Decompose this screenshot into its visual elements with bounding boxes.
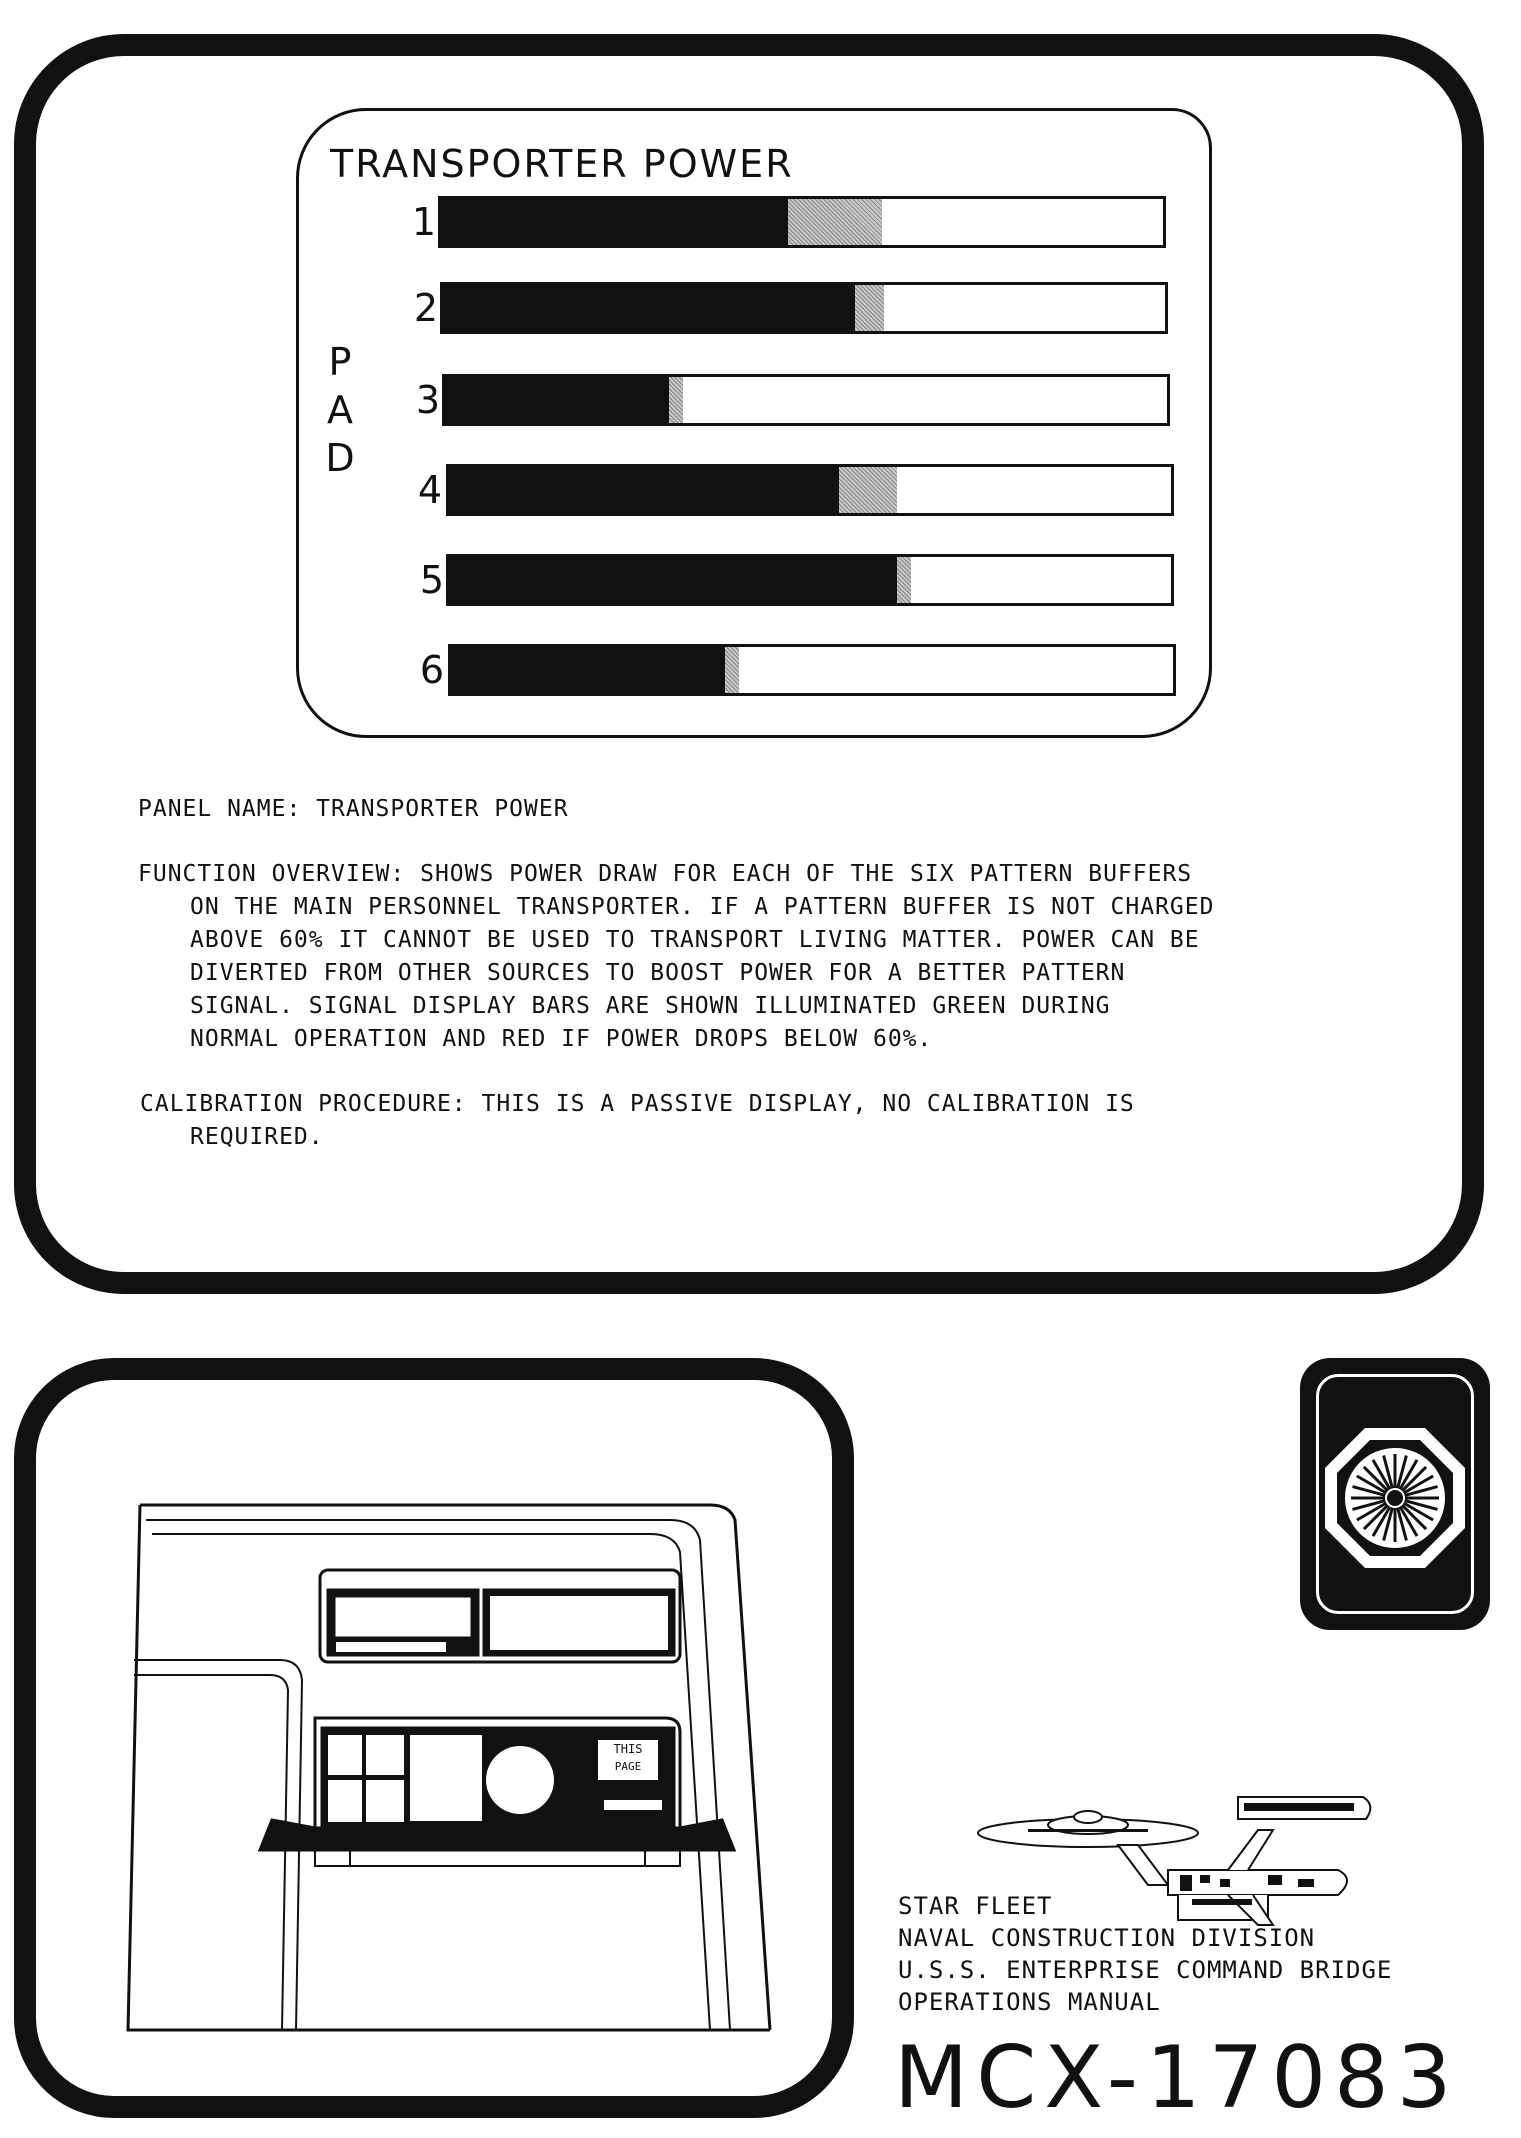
- this-page-label-1: THIS: [613, 1742, 643, 1756]
- pad-number-5: 5: [419, 558, 444, 602]
- power-fill-pad-4: [449, 467, 839, 513]
- calibration-line-2: REQUIRED.: [190, 1124, 324, 1150]
- pad-number-2: 2: [413, 286, 438, 330]
- function-overview-line-6: NORMAL OPERATION AND RED IF POWER DROPS BELOW 60%.: [190, 1026, 933, 1052]
- power-shade-pad-3: [669, 377, 683, 423]
- function-overview-line-2: ON THE MAIN PERSONNEL TRANSPORTER. IF A PATTERN BUFFER IS NOT CHARGED: [190, 894, 1215, 920]
- power-fill-pad-5: [449, 557, 897, 603]
- function-overview-line-5: SIGNAL. SIGNAL DISPLAY BARS ARE SHOWN ILLUMINATED GREEN DURING: [190, 993, 1111, 1019]
- pad-number-3: 3: [415, 378, 440, 422]
- function-overview-line-3: ABOVE 60% IT CANNOT BE USED TO TRANSPORT LIVING MATTER. POWER CAN BE: [190, 927, 1200, 953]
- footer-line-division: NAVAL CONSTRUCTION DIVISION: [898, 1924, 1316, 1952]
- calibration-line-1: CALIBRATION PROCEDURE: THIS IS A PASSIVE DISPLAY, NO CALIBRATION IS: [140, 1091, 1135, 1117]
- power-shade-pad-6: [725, 647, 739, 693]
- footer-line-manual: OPERATIONS MANUAL: [898, 1988, 1161, 2016]
- pad-letter-p: P: [328, 340, 352, 384]
- power-fill-pad-6: [451, 647, 725, 693]
- power-shade-pad-2: [855, 285, 884, 331]
- power-bar-pad-2: [440, 282, 1168, 334]
- function-overview-line-1: FUNCTION OVERVIEW: SHOWS POWER DRAW FOR EACH OF THE SIX PATTERN BUFFERS: [138, 861, 1193, 887]
- pad-number-1: 1: [411, 200, 436, 244]
- document-code: MCX-17083: [894, 2028, 1460, 2128]
- power-bar-pad-3: [442, 374, 1170, 426]
- pad-number-4: 4: [417, 468, 442, 512]
- footer-line-enterprise: U.S.S. ENTERPRISE COMMAND BRIDGE: [898, 1956, 1393, 1984]
- power-shade-pad-4: [839, 467, 897, 513]
- power-bar-pad-6: [448, 644, 1176, 696]
- power-bar-pad-4: [446, 464, 1174, 516]
- footer-line-star-fleet: STAR FLEET: [898, 1892, 1053, 1920]
- power-bar-pad-1: [438, 196, 1166, 248]
- power-fill-pad-1: [441, 199, 788, 245]
- starfleet-octagon-starburst-icon: [1320, 1408, 1470, 1588]
- power-fill-pad-3: [445, 377, 669, 423]
- power-fill-pad-2: [443, 285, 855, 331]
- this-page-label-2: PAGE: [614, 1760, 642, 1773]
- pad-letter-a: A: [327, 388, 353, 432]
- power-bar-pad-5: [446, 554, 1174, 606]
- power-shade-pad-5: [897, 557, 911, 603]
- pad-letter-d: D: [325, 436, 355, 480]
- display-title: TRANSPORTER POWER: [330, 142, 794, 186]
- panel-name-text: PANEL NAME: TRANSPORTER POWER: [138, 796, 569, 822]
- power-shade-pad-1: [788, 199, 882, 245]
- console-location-diagram: [110, 1490, 790, 2050]
- pad-number-6: 6: [419, 648, 444, 692]
- function-overview-line-4: DIVERTED FROM OTHER SOURCES TO BOOST POWER FOR A BETTER PATTERN: [190, 960, 1126, 986]
